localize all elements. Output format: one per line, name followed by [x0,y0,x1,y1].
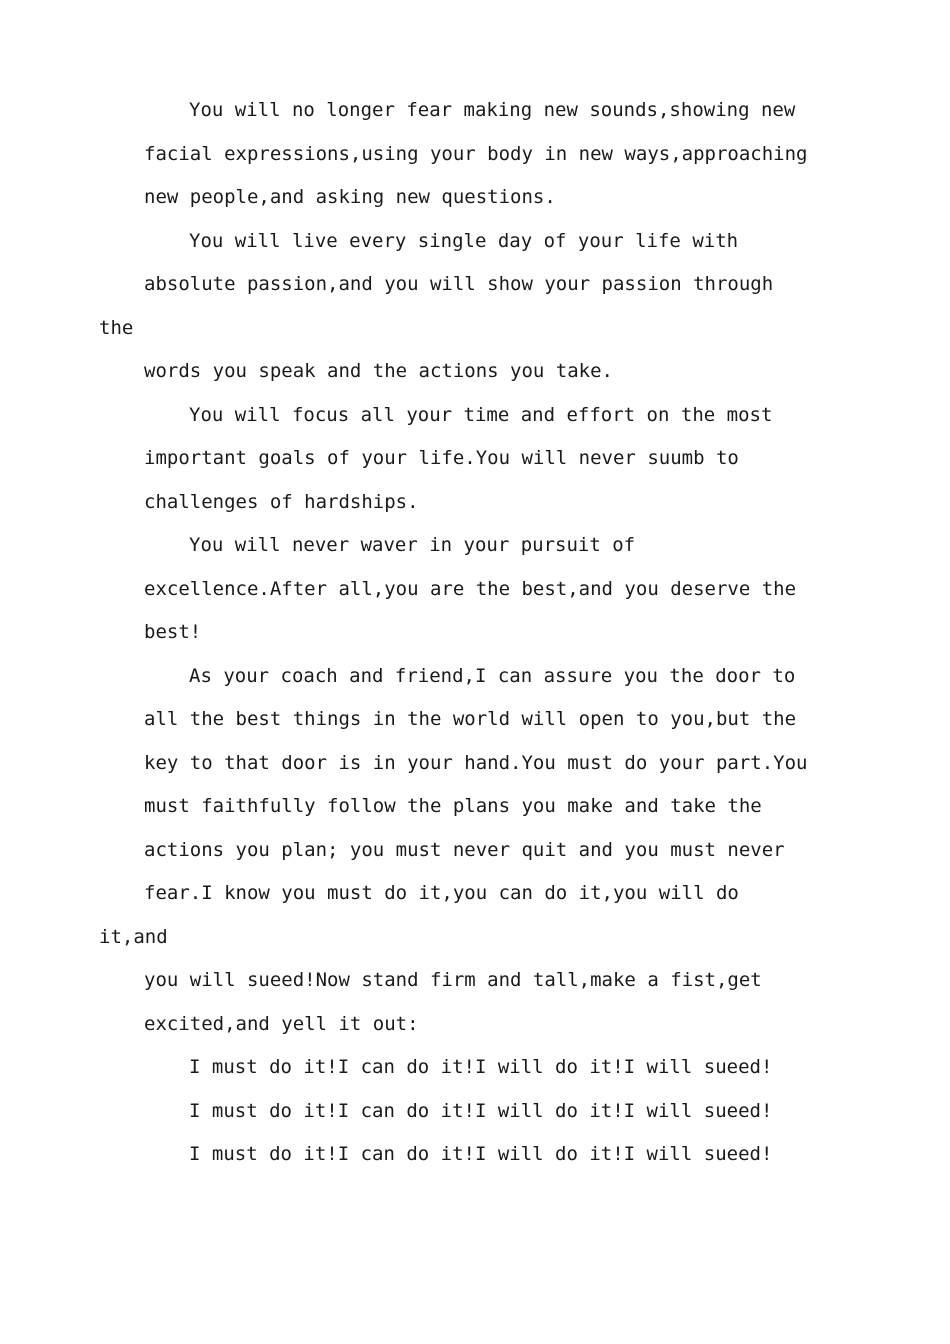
paragraph-line: important goals of your life.You will never suumb to [144,447,739,469]
paragraph-line: excited,and yell it out: [144,1012,419,1035]
paragraph-line: key to that door is in your hand.You must do your part.You [144,751,808,774]
paragraph-line: new people,and asking new questions. [144,186,556,208]
paragraph-line: You will no longer fear making new sounds,showing new [189,99,796,121]
paragraph-line: actions you plan; you must never quit and you must never [144,838,785,861]
paragraph-line: fear.I know you must do it,you can do it,you will do it,and [99,882,739,948]
paragraph-line: I must do it!I can do it!I will do it!I will sueed! [189,1056,773,1078]
paragraph-line: all the best things in the world will open to you,but the [144,708,797,730]
paragraph-line: you will sueed!Now stand firm and tall,make a fist,get [144,969,762,991]
paragraph-4 [144,524,809,655]
paragraph-line: absolute passion,and you will show your passion through the [99,273,774,339]
paragraph-2 [99,220,809,394]
affirmation-2 [144,1090,809,1134]
paragraph-line: excellence.After all,you are the best,and you deserve the [144,577,797,600]
document-body [99,89,809,1177]
affirmation-1 [144,1046,809,1090]
paragraph-line: As your coach and friend,I can assure you the door to [189,664,796,687]
paragraph-line: must faithfully follow the plans you make and take the [144,795,762,817]
paragraph-line: You will live every single day of your life with [189,229,739,252]
paragraph-line: best! [144,621,202,643]
paragraph-3 [144,394,809,525]
affirmation-3 [144,1133,809,1177]
paragraph-line: facial expressions,using your body in new ways,approaching [144,142,808,165]
paragraph-1 [144,89,809,220]
paragraph-line: I must do it!I can do it!I will do it!I will sueed! [189,1143,773,1165]
paragraph-line: words you speak and the actions you take. [144,360,613,382]
paragraph-line: I must do it!I can do it!I will do it!I will sueed! [189,1099,773,1122]
paragraph-line: challenges of hardships. [144,490,419,513]
paragraph-line: You will never waver in your pursuit of [189,534,636,556]
paragraph-5 [99,655,809,1047]
paragraph-line: You will focus all your time and effort on the most [189,403,773,426]
